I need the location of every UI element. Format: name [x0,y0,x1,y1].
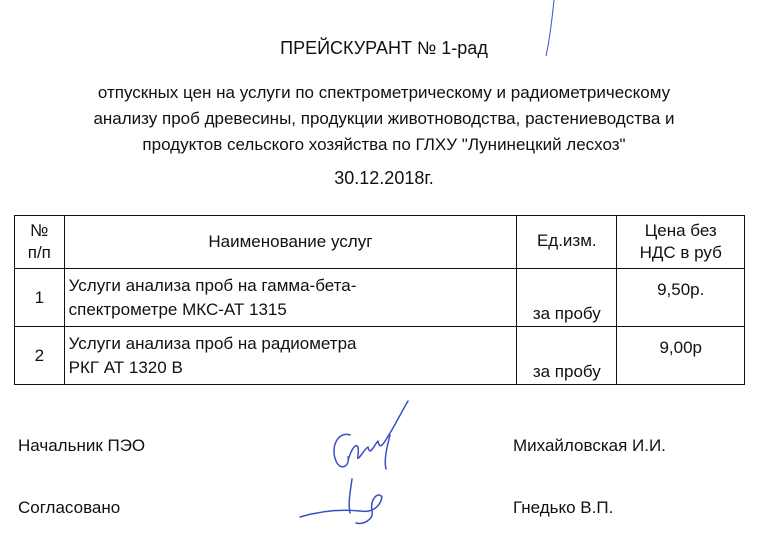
row-price [617,327,745,385]
signature-stroke-2 [300,479,382,523]
document-date: 30.12.2018г. [334,168,434,188]
table-row [15,269,745,327]
header-num [15,216,65,269]
table-row [15,327,745,385]
signatory-title-2: Согласовано [18,498,121,517]
header-price-line1: Цена без [644,221,717,240]
signatory-title-1: Начальник ПЭО [18,436,146,455]
price-table [14,215,745,385]
stray-pen-line [546,0,554,56]
row-num: 1 [15,269,65,327]
table-header-row [15,216,745,269]
row-name-line2: РКГ АТ 1320 В [68,357,183,377]
signatory-name-1: Михайловская И.И. [513,436,666,455]
header-price [617,216,745,269]
subtitle-line-2: анализу проб древесины, продукции животноводства, растениеводства и [93,109,675,128]
row-name-line1: Услуги анализа проб на гамма-бета- [68,275,357,295]
header-num-line2: п/п [27,243,51,262]
header-num-line1: № [30,221,49,240]
subtitle-line-1: отпускных цен на услуги по спектрометрическому и радиометрическому [97,83,671,102]
document-subtitle [30,80,738,158]
header-price-line2: НДС в руб [639,243,722,262]
row-num: 2 [15,327,65,385]
row-name-line2: спектрометре МКС-АТ 1315 [68,299,287,319]
signature-stroke-1 [334,401,408,469]
subtitle-line-3: продуктов сельского хозяйства по ГЛХУ "Лунинецкий лесхоз" [142,135,626,154]
row-unit: за пробу [517,327,617,385]
stray-pen-mark [540,0,560,60]
row-price [617,269,745,327]
header-name: Наименование услуг [64,216,517,269]
row-service-name [64,269,517,327]
row-service-name [64,327,517,385]
header-unit: Ед.изм. [517,216,617,269]
row-price-value: 9,50р. [657,279,705,299]
signatory-name-2: Гнедько В.П. [513,498,614,517]
handwritten-signature [290,395,420,545]
document-title: ПРЕЙСКУРАНТ № 1-рад [280,38,488,58]
row-name-line1: Услуги анализа проб на радиометра [68,333,357,353]
row-price-value: 9,00р [659,337,702,357]
row-unit: за пробу [517,269,617,327]
